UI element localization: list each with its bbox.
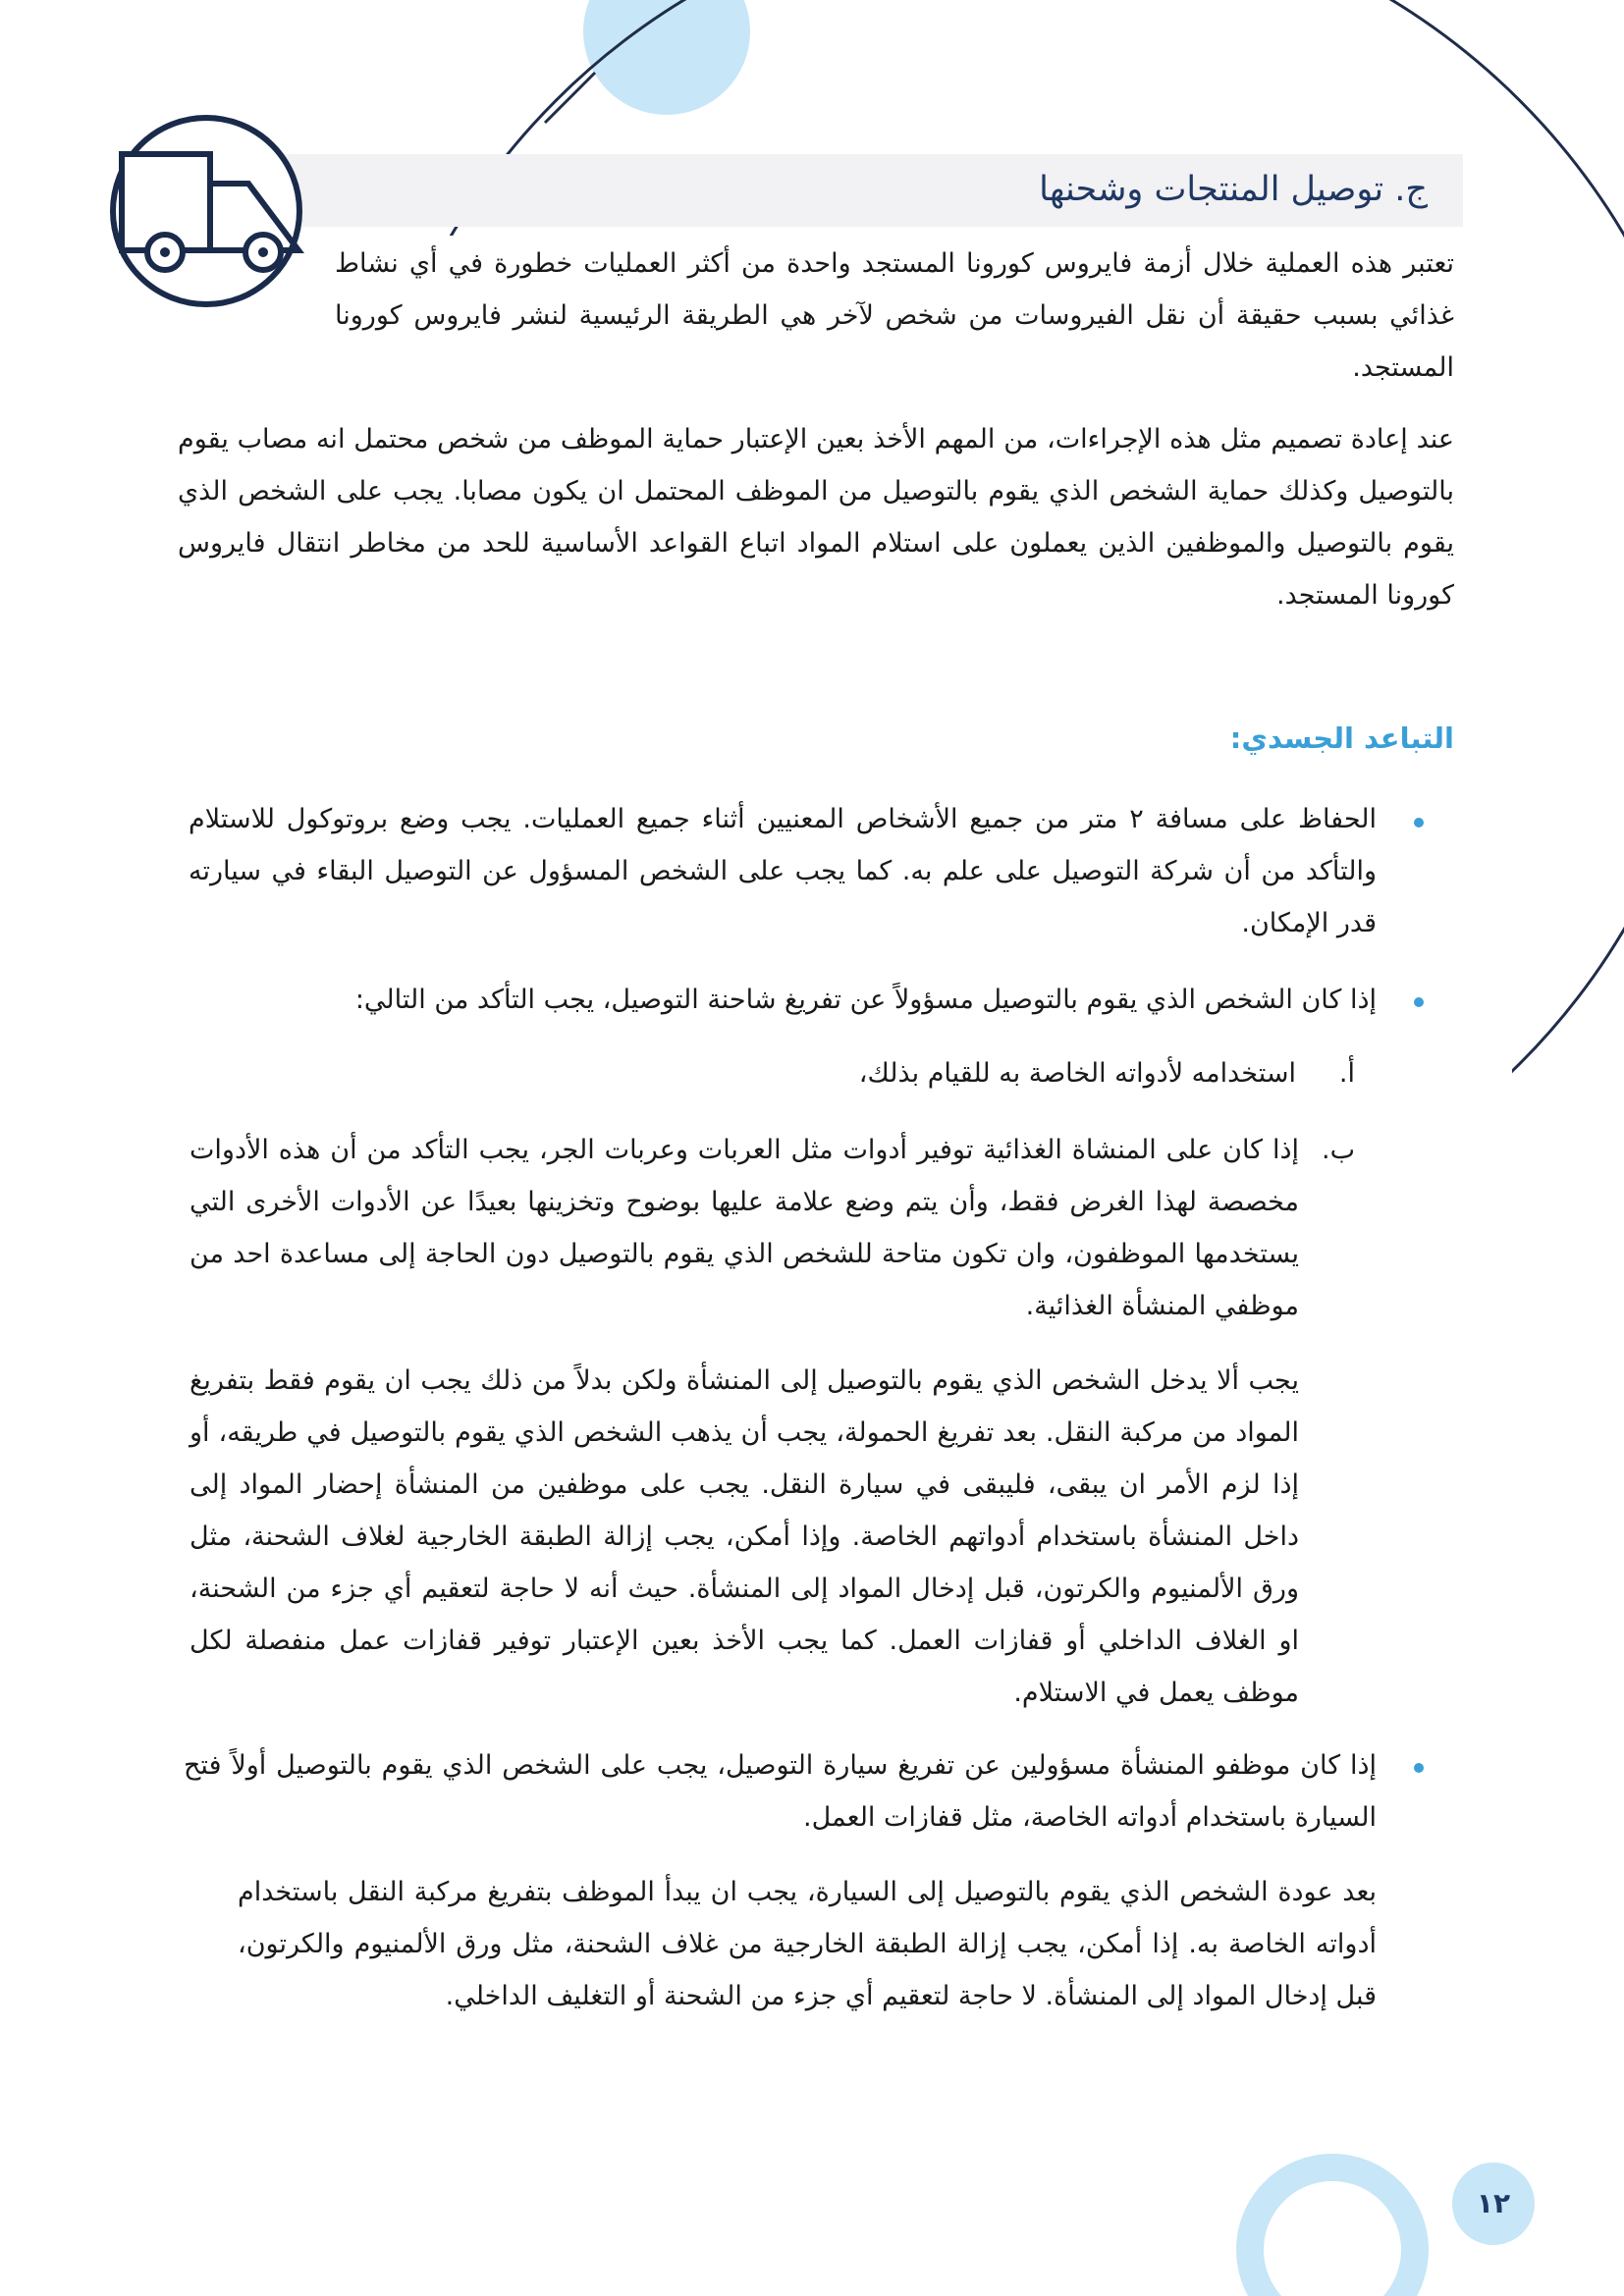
sub-item-b-paragraph: يجب ألا يدخل الشخص الذي يقوم بالتوصيل إلى المنشأة ولكن بدلاً من ذلك يجب ان يقوم فقط بتفريغ المواد من مركبة النقل. بعد تفريغ الحمولة، يجب أن يذهب الشخص الذي يقوم بالتوصيل في طريقه، أو إذا لزم الأمر ان يبقى، فليبقى في سيارة النقل. يجب على موظفين من المنشأة إحضار المواد إلى داخل المنشأة باستخدام أدواتهم الخاصة. وإذا أمكن، يجب إزالة الطبقة الخارجية لغلاف الشحنة، مثل ورق الألمنيوم والكرتون، قبل إدخال المواد إلى المنشأة. حيث أنه لا حاجة لتعقيم أي جزء من الشحنة، او الغلاف الداخلي أو قفازات العمل. كما يجب الأخذ بعين الإعتبار توفير قفازات عمل منفصلة لكل موظف يعمل في الاستلام.	[189, 1365, 1299, 1708]
diagonal-line-decoration	[545, 73, 595, 123]
bottom-ring-decoration	[1250, 2167, 1415, 2296]
bullet-icon	[1414, 997, 1424, 1007]
list-marker-a: أ.	[1338, 1058, 1355, 1089]
section-heading: التباعد الجسدي:	[1229, 721, 1454, 755]
intro-paragraph-2: عند إعادة تصميم مثل هذه الإجراءات، من المهم الأخذ بعين الإعتبار حماية الموظف من شخص محتمل انه مصاب يقوم بالتوصيل وكذلك حماية الشخص الذي يقوم بالتوصيل من الموظف المحتمل ان يكون مصابا. يجب على الشخص الذي يقوم بالتوصيل والموظفين الذين يعملون على استلام المواد اتباع القواعد الأساسية للحد من مخاطر انتقال فايروس كورونا المستجد.	[178, 424, 1454, 611]
bullet-item-1: الحفاظ على مسافة ٢ متر من جميع الأشخاص المعنيين أثناء جميع العمليات. يجب وضع بروتوكول للاستلام والتأكد من أن شركة التوصيل على علم به. كما يجب على الشخص المسؤول عن التوصيل البقاء في سيارته قدر الإمكان.	[189, 804, 1377, 938]
page-number: ١٢	[1452, 2163, 1535, 2245]
bullet-icon	[1414, 818, 1424, 828]
bullet-item-2: إذا كان الشخص الذي يقوم بالتوصيل مسؤولاً عن تفريغ شاحنة التوصيل، يجب التأكد من التالي:	[354, 985, 1377, 1015]
bullet-icon	[1414, 1763, 1424, 1773]
top-circle-decoration	[583, 0, 750, 115]
sub-item-b: إذا كان على المنشاة الغذائية توفير أدوات مثل العربات وعربات الجر، يجب التأكد من أن هذه الأدوات مخصصة لهذا الغرض فقط، وأن يتم وضع علامة عليها بوضوح وتخزينها بعيدًا عن الأدوات الأخرى التي يستخدمها الموظفون، وان تكون متاحة للشخص الذي يقوم بالتوصيل دون الحاجة إلى مساعدة احد من موظفي المنشأة الغذائية.	[189, 1135, 1299, 1321]
truck-icon	[106, 113, 312, 319]
intro-paragraph-1: تعتبر هذه العملية خلال أزمة فايروس كورونا المستجد واحدة من أكثر العمليات خطورة في أي نشاط غذائي بسبب حقيقة أن نقل الفيروسات من شخص لآخر هي الطريقة الرئيسية لنشر فايروس كورونا المستجد.	[335, 248, 1454, 383]
final-paragraph: بعد عودة الشخص الذي يقوم بالتوصيل إلى السيارة، يجب ان يبدأ الموظف بتفريغ مركبة النقل باستخدام أدواته الخاصة به. إذا أمكن، يجب إزالة الطبقة الخارجية من غلاف الشحنة، مثل ورق الألمنيوم والكرتون، قبل إدخال المواد إلى المنشأة. لا حاجة لتعقيم أي جزء من الشحنة أو التغليف الداخلي.	[238, 1877, 1377, 2011]
list-marker-b: ب.	[1321, 1135, 1355, 1165]
page-title: ج. توصيل المنتجات وشحنها	[1039, 170, 1428, 209]
sub-item-a: استخدامه لأدواته الخاصة به للقيام بذلك،	[858, 1058, 1296, 1089]
bullet-item-3: إذا كان موظفو المنشأة مسؤولين عن تفريغ سيارة التوصيل، يجب على الشخص الذي يقوم بالتوصيل أولاً فتح السيارة باستخدام أدواته الخاصة، مثل قفازات العمل.	[184, 1750, 1377, 1833]
